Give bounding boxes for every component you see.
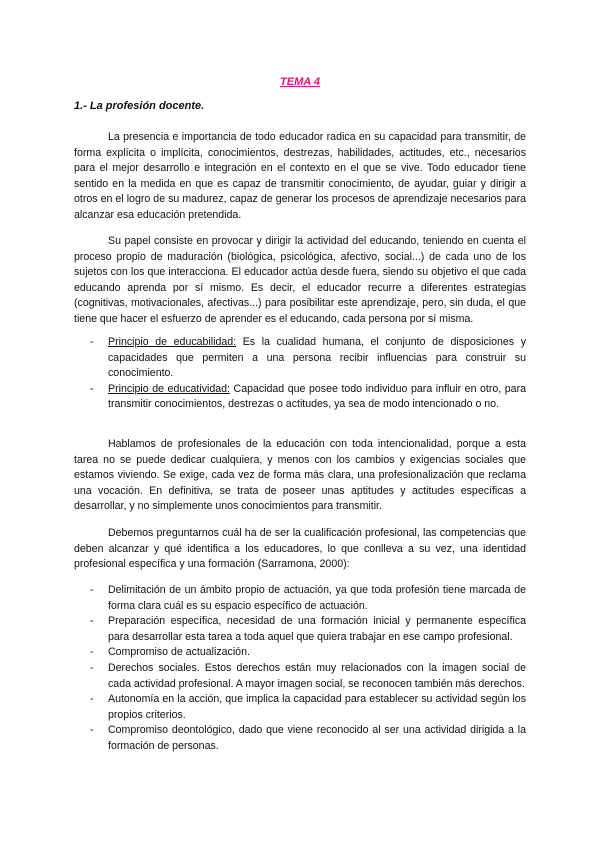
list-item (74, 335, 526, 382)
paragraph-3: Hablamos de profesionales de la educación con toda intencionalidad, porque a esta tarea no se puede dedicar cualquiera, y menos con los cambios y exigencias sociales que estamos viviendo. Se exige, cada vez de forma más clara, una profesionalización que reclama una vocación. En definitiva, se trata de poseer unas aptitudes y actitudes específicas a desarrollar, y no simplemente unos conocimientos para transmitir. (74, 438, 526, 513)
list-item: - Autonomía en la acción, que implica la capacidad para establecer su actividad según los propios criterios. (74, 692, 526, 723)
paragraph-4: Debemos preguntarnos cuál ha de ser la cualificación profesional, las competencias que deben alcanzar y qué identifica a los educadores, lo que conlleva a su vez, una identidad profesional específica y una formación (Sarramona, 2000): (74, 527, 526, 571)
principle-text: Capacidad que posee todo individuo para influir en otro, para transmitir conocimientos, destrezas o actitudes, ya sea de modo intencionado o no. (108, 382, 526, 411)
principle-term: Principio de educatividad: (108, 382, 230, 395)
identity-list (74, 583, 526, 755)
list-item: - Preparación específica, necesidad de una formación inicial y permanente específica para desarrollar esta tarea a toda aquel que quiera trabajar en ese campo profesional. (74, 614, 526, 645)
section-heading: 1.- La profesión docente. (74, 100, 205, 112)
list-item: - Derechos sociales. Estos derechos están muy relacionados con la imagen social de cada actividad profesional. A mayor imagen social, se reconocen también más derechos. (74, 661, 526, 692)
paragraph-2: Su papel consiste en provocar y dirigir la actividad del educando, teniendo en cuenta el proceso propio de maduración (biológica, psicológica, afectivo, social...) de cada uno de los sujetos con los que interacciona. El educador actúa desde fuera, siendo su objetivo el que cada educando aprenda por sí mismo. Es decir, el educador recurre a diferentes estrategias (cognitivas, motivacionales, afectivas...) para posibilitar este aprendizaje, pero, sin duda, el que tiene que hacer el esfuerzo de aprender es el educando, cada persona por sí misma. (74, 235, 526, 325)
list-item (74, 382, 526, 413)
principle-term: Principio de educabilidad: (108, 336, 237, 348)
principles-list (74, 335, 526, 413)
principle-text: Es la cualidad humana, el conjunto de disposiciones y capacidades que permiten a una persona recibir influencias para construir su conocimiento. (108, 336, 527, 380)
page-title: TEMA 4 (280, 76, 320, 88)
list-item: - Compromiso deontológico, dado que viene reconocido al ser una actividad dirigida a la formación de personas. (74, 723, 526, 754)
paragraph-1: La presencia e importancia de todo educador radica en su capacidad para transmitir, de forma explícita o implícita, conocimientos, destrezas, habilidades, actitudes, etc., necesarios para el mejor desarrollo e integración en el contexto en el que se vive. Todo educador tiene sentido en la medida en que es capaz de transmitir conocimiento, de ayudar, guiar y dirigir a otros en el logro de su madurez, capaz de generar los procesos de aprendizaje necesarios para alcanzar esa educación pretendida. (74, 131, 526, 221)
list-item: - Delimitación de un ámbito propio de actuación, ya que toda profesión tiene marcada de forma clara cuál es su espacio específico de actuación. (74, 583, 526, 614)
list-item: - Compromiso de actualización. (74, 645, 526, 661)
